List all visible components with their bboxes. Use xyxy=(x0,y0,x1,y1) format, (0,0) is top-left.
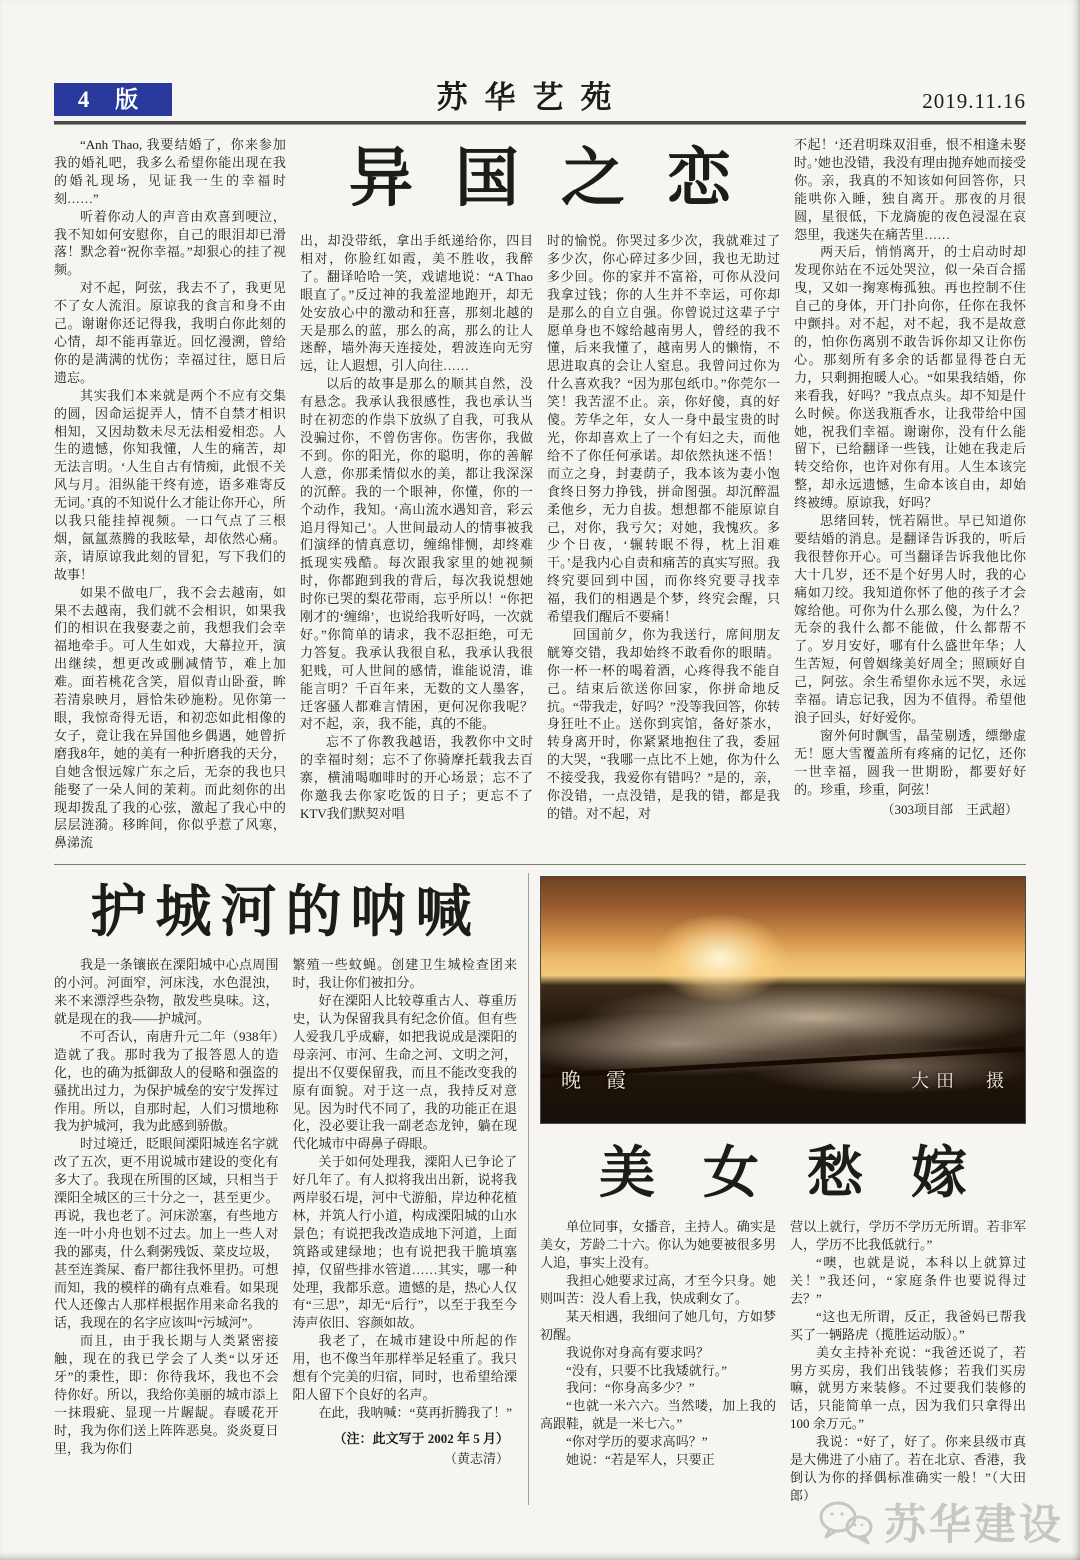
foreign-love-column-3 xyxy=(547,232,780,852)
paragraph: 美女主持补充说：“我爸还说了，若男方买房，我们出钱装修；若我们买房嘛，就男方来装修。不过要我们装修的话，只能简单一点，因为我们只拿得出 100 余万元。” xyxy=(790,1344,1026,1432)
beauty-column-1 xyxy=(540,1218,776,1505)
paragraph: 我担心她要求过高，才至今只身。她则叫苦：没人看上我，快成剩女了。 xyxy=(540,1272,776,1306)
article-foreign-love xyxy=(54,136,1026,852)
moat-note: （注：此文写于 2002 年 5 月） xyxy=(333,1430,509,1446)
beauty-title: 美女愁嫁 xyxy=(599,1143,1015,1206)
paragraph: 营以上就行，学历不学历无所谓。若非军人，学历不比我低就行。” xyxy=(790,1219,1026,1253)
photo-caption: 晚 霞 xyxy=(561,1070,636,1093)
moat-title: 护城河的呐喊 xyxy=(90,880,481,944)
paragraph: “Anh Thao, 我要结婚了，你来参加我的婚礼吧，我多么希望你能出现在我的婚礼现场，见证我一生的幸福时刻……” xyxy=(54,137,286,206)
paragraph: 繁殖一些蚊蝇。创建卫生城检查团来时，我让你们被扣分。 xyxy=(292,957,517,991)
paragraph: 对不起，阿弦，我去不了，我更见不了女人流泪。原谅我的食言和身不由己。谢谢你还记得我，我明白你此刻的心情，却不能再靠近。回忆漫溯，曾给你的是满满的忧伤；幸福过往，愿日后遗忘。 xyxy=(54,280,286,385)
wechat-logo-icon xyxy=(812,1497,876,1547)
paragraph: 思绪回转，恍若隔世。早已知道你要结婚的消息。是翻译告诉我的，听后我很替你开心。可当翻译告诉我他比你大十几岁，还不是个好男人时，我的心痛如刀绞。我知道你怀了他的孩子才会嫁给他。可你为什么那么傻，为什么？无奈的我什么都不能做，什么都帮不了。岁月安好，哪有什么盛世年华；人生苦短，何曾姻缘美好周全；照顾好自己，阿弦。余生希望你永远不哭，永远幸福。请忘记我，因为不值得。希望他浪子回头，好好爱你。 xyxy=(794,513,1026,725)
paragraph: 关于如何处理我，溧阳人已争论了好几年了。有人拟将我出出新，说将我两岸驳石堤，河中弋游船，岸边种花植林，并筑人行小道，构成溧阳城的山水景色；有说把我改造成地下河道，上面筑路或建绿地；也有说把我干脆填塞掉，仅留些排水管道……其实，哪一种处理，我都乐意。遗憾的是，热心人仅有“三思”，却无“后行”，以至于我至今涛声依旧、容颜如故。 xyxy=(292,1154,517,1331)
paragraph: 回国前夕，你为我送行，席间朋友觥筹交错，我却始终不敢看你的眼睛。你一杯一杯的喝着酒，心疼得我不能自己。结束后欲送你回家，你拼命地反抗。“带我走，好吗？”没等我回答，你转身狂吐不止。送你到宾馆，备好茶水，转身离开时，你紧紧地抱住了我，委屈的大哭，“我哪一点比不上她，你为什么不接受我，我爱你有错吗？”是的，亲，你没错，一点没错，是我的错，都是我的错。对不起，对 xyxy=(547,626,781,821)
paragraph: 某天相遇，我细问了她几句，方如梦初醒。 xyxy=(540,1308,776,1342)
issue-date: 2019.11.16 xyxy=(922,89,1026,113)
beauty-columns xyxy=(540,1218,1026,1505)
paragraph: “你对学历的要求高吗？” xyxy=(566,1434,708,1450)
foreign-love-column-2 xyxy=(300,232,533,852)
foreign-love-column-4 xyxy=(794,136,1026,852)
moat-columns xyxy=(54,956,517,1467)
paragraph: 她说：“若是军人，只要正 xyxy=(566,1452,715,1468)
paragraph: “没有，只要不比我矮就行。” xyxy=(566,1362,728,1378)
paragraph: 好在溧阳人比较尊重古人、尊重历史，认为保留我具有纪念价值。但有些人爱我几乎成癖，如把我说成是溧阳的母亲河、市河、生命之河、文明之河，提出不仅要保留我，而且不能改变我的原有面貌。对于这一点，我持反对意见。因为时代不同了，我的功能正在退化，没必要让我一副老态龙钟，躺在现代化城市中碍鼻子碍眼。 xyxy=(292,993,517,1152)
page-header xyxy=(54,76,1026,116)
paragraph: “噢，也就是说，本科以上就算过关！”我还问，“家庭条件也要说得过去？” xyxy=(790,1255,1026,1306)
paragraph: 在此，我呐喊：“莫再折腾我了！” xyxy=(318,1404,513,1420)
paragraph: 我说你对身高有要求吗？ xyxy=(566,1344,710,1360)
moat-column-2 xyxy=(293,956,518,1467)
paragraph: 单位同事，女播音，主持人。确实是美女，芳龄二十六。你认为她要被很多男人追，事实上没有。 xyxy=(540,1219,776,1271)
paragraph: 如果不做电厂，我不会去越南，如果不去越南，我们就不会相识，如果我们的相识在我娶妻之前，我想我们会幸福地牵手。可人生如戏，大幕拉开，演出继续，想更改或删减情节，难上加难。面若桃花含笑，眉似青山卧蚕，眸若清泉映月，唇恰朱砂施粉。见你第一眼，我惊奇得无语，和初恋如此相像的女子，竟让我在异国他乡偶遇，她曾折磨我8年，她的美有一种折磨我的天分，自她含恨远嫁广东之后，无奈的我也只能娶了一朵人间的茉莉。而此刻你的出现却拨乱了我的心弦，激起了我心中的层层涟漪。移眸间，你似乎惹了风寒，鼻涕流 xyxy=(54,584,286,851)
paragraph: 听着你动人的声音由欢喜到哽泣，我不知如何安慰你，自己的眼泪却已滑落！默念着“祝你幸福。”却狠心的挂了视频。 xyxy=(54,208,286,278)
bottom-section xyxy=(54,873,1026,1505)
sunset-photo xyxy=(540,876,1026,1124)
paragraph: 而且，由于我长期与人类紧密接触，现在的我已学会了人类“以牙还牙”的秉性，即：你待我坏，我也不会待你好。所以，我给你美丽的城市添上一抹瑕疵、显现一片龌龊。春暖花开时，我为你们送上阵阵恶臭。炎炎夏日里，我为你们 xyxy=(54,1333,279,1456)
header-divider xyxy=(54,121,1026,125)
foreign-love-title: 异国之恋 xyxy=(349,143,773,214)
article-moat xyxy=(54,873,528,1505)
paragraph: 我是一条镶嵌在溧阳城中心点周围的小河。河面窄，河床浅，水色混浊，来不来漂浮些杂物，散发些臭味。这，就是现在的我——护城河。 xyxy=(54,957,279,1026)
paragraph: 不起！‘还君明珠双泪垂，恨不相逢未娶时。’她也没错，我没有理由抛弃她而接受你。亲，我真的不知该如何回答你，只能哄你入睡，独自离开。那夜的月很圆，星很低，下龙旖旎的夜色浸湿在哀怨里，我迷失在痛苦里…… xyxy=(794,137,1026,242)
paragraph: 忘不了你教我越语，我教你中文时的幸福时刻；忘不了你骑摩托载我去百寨，横浦喝咖啡时的开心场景；忘不了你邀我去你家吃饭的日子；更忘不了KTV我们默契对唱 xyxy=(299,734,533,821)
paragraph: 以后的故事是那么的顺其自然，没有悬念。我承认我很感性，我也承认当时在初恋的作祟下放纵了自我，可我从没骗过你，不曾伤害你。伤害你，我做不到。你的阳光，你的聪明，你的善解人意，你那柔情似水的美，都让我深深的沉醉。我的一个眼神，你懂，你的一个动作，我知。‘高山流水遇知音，彩云追月得知己’。人世间最动人的情事被我们演绎的情真意切，缠绵悱恻，却终难抵现实残酷。每次跟我家里的她视频时，你都跑到我的背后，每次我说想她时你已哭的梨花带雨，忘乎所以！“你把刚才的‘缠绵’，也说给我听好吗，一次就好。”你简单的请求，我不忍拒绝，可无力答复。我承认我很自私，我承认我很犯贱，可人世间的感情，谁能说清，谁能言明？千百年来，无数的文人墨客，迁客骚人都难言情困，更何况你我呢？对不起，亲，我不能，真的不能。 xyxy=(299,376,533,732)
beauty-column-2 xyxy=(790,1218,1026,1505)
moat-byline: （黄志清） xyxy=(443,1450,509,1466)
paragraph: “这也无所谓，反正，我爸妈已帮我买了一辆路虎（揽胜运动版）。” xyxy=(790,1308,1026,1342)
paragraph: 窗外何时飘雪，晶莹剔透，缥缈虚无！愿大雪覆盖所有疼痛的记忆，还你一世幸福，圆我一世期盼，都要好好的。珍重，珍重，阿弦！ xyxy=(794,727,1026,797)
paragraph: 其实我们本来就是两个不应有交集的圆，因命运捉弄人，情不自禁才相识相知，又因劫数未尽无法相爱相恋。人生的遗憾，你知我懂，人生的痛苦，却无法言明。‘人生自古有情痴，此恨不关风与月。泪纵能干终有迹，语多难寄反无词。’真的不知说什么才能让你开心，所以我只能挂掉视频。一口气点了三根烟，氤氲蒸腾的我眩晕，却依然心痛。亲，请原谅我此刻的冒犯，写下我们的故事！ xyxy=(54,387,286,582)
paragraph: 不可否认，南唐升元二年（938年）造就了我。那时我为了报答恩人的造化，也的确为抵御敌人的侵略和强盗的骚扰出过力，为保护城垒的安宁发挥过作用。所以，自那时起，人们习惯地称我为护城河，我为此感到骄傲。 xyxy=(54,1028,279,1134)
page-number-badge: 4 版 xyxy=(54,83,172,116)
foreign-love-column-1 xyxy=(54,136,286,852)
foreign-love-center xyxy=(300,136,780,852)
paragraph: 我老了，在城市建设中所起的作用，也不像当年那样举足轻重了。我只想有个完美的归宿，同时，也希望给溧阳人留下个良好的名声。 xyxy=(292,1333,517,1402)
foreign-love-byline: （303项目部 王武超） xyxy=(881,801,1018,817)
masthead-title: 苏华艺苑 xyxy=(436,80,629,115)
paragraph: “也就一米六六。当然喽，加上我的高跟鞋，就是一米七六。” xyxy=(540,1398,776,1432)
watermark-text: 苏华建设 xyxy=(883,1501,1064,1548)
foreign-love-center-columns xyxy=(300,232,780,852)
paragraph: 时过境迁，眨眼间溧阳城连名字就改了五次，更不用说城市建设的变化有多大了。我现在所围的区域，只相当于溧阳全城区的三十分之一，甚至更少。再说，我也老了。河床淤塞，有些地方连一叶小舟也划不过去。加上一些人对我的鄙夷，什么剩粥残饭、菜皮垃圾，甚至连粪屎、畜尸都往我怀里扔。可想而知，我的模样的确有点难看。如果现代人还像古人那样根据作用来命名我的话，我现在的名字应该叫“污城河”。 xyxy=(54,1136,279,1331)
paragraph: 我问：“你身高多少？” xyxy=(566,1380,695,1396)
paragraph: 两天后，悄悄离开，的士启动时却发现你站在不远处哭泣，似一朵百合摇曳，又如一掬寒梅孤独。再也控制不住自己的身体，开门扑向你，任你在我怀中颤抖。对不起，对不起，我不是故意的，怕你伤离别不敢告诉你却又让你伤心。那刻所有多余的话都显得苍白无力，只剩拥抱暖人心。“如果我结婚，你来看我，好吗？”我点点头。却不知是什么时候。你送我瓶香水，让我带给中国她，祝我们幸福。谢谢你，没有什么能留下，已给翻译一些钱，让她在我走后转交给你，也许对你有用。人生本该完整，却永远遗憾，生命本该自由，却始终被缚。原谅我，好吗？ xyxy=(794,244,1026,511)
paragraph: 出，却没带纸，拿出手纸递给你，四目相对，你脸红如霞，美不胜收，我醉了。翻译哈哈一笑，戏谑地说：“A Thao 眼直了。”反过神的我羞涩地跑开，却无处安放心中的激动和狂喜，那刻北越的天是那么的蓝，那么的高，那么的让人迷醉，墙外海天连接处，碧波连向无穷远，让人遐想，引人向往…… xyxy=(299,233,533,374)
watermark xyxy=(812,1492,1064,1552)
paragraph: 我说：“好了，好了。你来县级市真是大佛进了小庙了。若在北京、香港，我倒认为你的择偶标准确实一般！”（大田郎） xyxy=(790,1434,1026,1503)
section-divider xyxy=(54,864,1026,865)
photo-credit: 大田 摄 xyxy=(911,1071,1011,1092)
moat-column-1 xyxy=(54,956,279,1467)
paragraph: 时的愉悦。你哭过多少次，我就难过了多少次，你心碎过多少回，我也无助过多少回。你的家并不富裕，可你从没问我拿过钱；你的人生并不幸运，可你却是那么的自立自强。你曾说过这辈子宁愿单身也不嫁给越南男人，曾经的我不懂，后来我懂了，越南男人的懒惰，不思进取真的会让人窒息。我曾问过你为什么喜欢我？“因为那包纸巾。”你莞尔一笑！我苦涩不止。亲，你好傻，真的好傻。芳华之年，女人一身中最宝贵的时光，你却喜欢上了一个有妇之夫，而他给不了你任何承诺。却依然执迷不悟！而立之身，封妻荫子，我本该为妻小饱食终日努力挣钱，拼命图强。却沉醉温柔他乡，无力自拔。想想都不能原谅自己，对你，我亏欠；对她，我愧疚。多少个日夜，‘辗转眠不得，枕上泪难干。’是我内心自责和痛苦的真实写照。我终究要回到中国，而你终究要寻找幸福，我们的相遇是个梦，终究会醒，只希望我们醒后不要痛！ xyxy=(547,233,781,625)
bottom-right-section xyxy=(529,873,1026,1505)
